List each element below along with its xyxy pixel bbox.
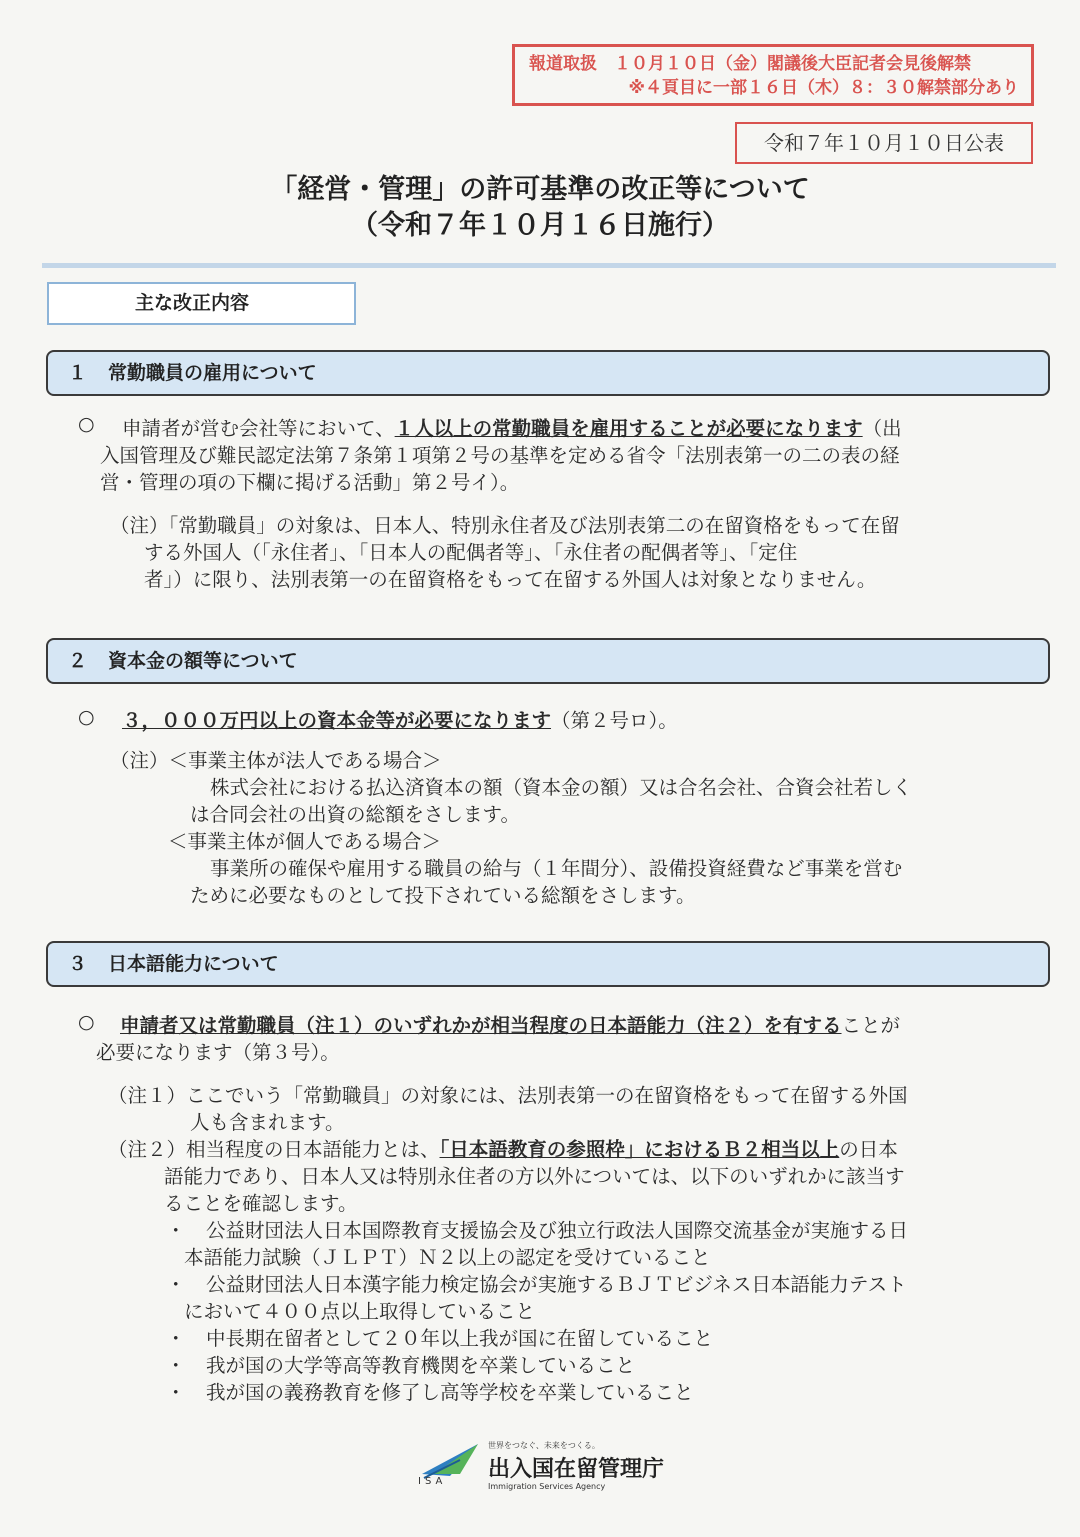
- item-1-line-1: 公益財団法人日本国際教育支援協会及び独立行政法人国際交流基金が実施する日: [206, 1219, 909, 1242]
- bullet-mark: ○: [78, 706, 95, 728]
- s3-note2-line-2: 語能力であり、日本人又は特別永住者の方以外については、以下のいずれかに該当す: [164, 1165, 905, 1188]
- title-divider: [42, 263, 1056, 268]
- s1-bullet-emph: １人以上の常勤職員を雇用することが必要になります: [394, 417, 863, 440]
- section-2-title: 資本金の額等について: [108, 650, 298, 672]
- list-bullet: ・: [166, 1327, 186, 1350]
- s1-bullet-tail: （出: [862, 417, 902, 440]
- section-3-note-2: [108, 1136, 1038, 1217]
- list-bullet: ・: [166, 1219, 186, 1242]
- s2-corp-heading: ＜事業主体が法人である場合＞: [168, 749, 442, 772]
- section-1-header: [46, 350, 1050, 396]
- s3-bullet-line-2: 必要になります（第３号）。: [96, 1041, 340, 1064]
- logo-name: 出入国在留管理庁: [488, 1457, 665, 1482]
- document-title: [0, 172, 1080, 244]
- s3-bullet-emph: 申請者又は常勤職員（注１）のいずれかが相当程度の日本語能力（注２）を有する: [120, 1014, 842, 1037]
- bullet-mark: ○: [78, 1011, 95, 1033]
- section-3-title: 日本語能力について: [108, 953, 279, 975]
- s3-note2-tail: の日本: [839, 1138, 898, 1161]
- s2-corp-line-2: は合同会社の出資の総額をさします。: [190, 803, 520, 826]
- s3-note1-line-2: 人も含まれます。: [190, 1111, 345, 1134]
- item-1-line-2: 本語能力試験（ＪＬＰＴ）Ｎ２以上の認定を受けていること: [184, 1246, 711, 1269]
- list-bullet: ・: [166, 1381, 186, 1404]
- s3-note2-line-3: ることを確認します。: [164, 1192, 358, 1215]
- s1-note-line-1: （注）「常勤職員」の対象は、日本人、特別永住者及び法別表第二の在留資格をもって在留: [110, 514, 900, 537]
- list-item: [166, 1217, 1036, 1271]
- embargo-line-2: ※４頁目に一部１６日（木）８：３０解禁部分あり: [628, 78, 1019, 98]
- section-3-header: [46, 941, 1050, 987]
- list-bullet: ・: [166, 1354, 186, 1377]
- s2-bullet-emph: ３，０００万円以上の資本金等が必要になります: [122, 709, 552, 732]
- list-bullet: ・: [166, 1273, 186, 1296]
- section-1-bullet: [100, 415, 1035, 496]
- list-item: [166, 1325, 1036, 1352]
- s3-note1-line-1: （注１）ここでいう「常勤職員」の対象には、法別表第一の在留資格をもって在留する外国: [108, 1084, 908, 1107]
- section-2-header: [46, 638, 1050, 684]
- section-1-title: 常勤職員の雇用について: [108, 362, 317, 384]
- logo-english: Immigration Services Agency: [488, 1482, 606, 1491]
- s2-ind-heading: ＜事業主体が個人である場合＞: [168, 830, 442, 853]
- jlpt-criteria-list: [166, 1217, 1036, 1406]
- s2-ind-line-2: ために必要なものとして投下されている総額をさします。: [190, 884, 696, 907]
- section-1-note: [110, 512, 1035, 593]
- bullet-mark: ○: [78, 413, 95, 435]
- isa-emblem-icon: [420, 1440, 482, 1480]
- s3-note2-emph: 「日本語教育の参照枠」におけるＢ２相当以上: [439, 1138, 840, 1161]
- section-3-number: ３: [68, 953, 88, 975]
- embargo-line-1: 報道取扱 １０月１０日（金）閣議後大臣記者会見後解禁: [529, 54, 971, 74]
- logo-abbr: ISA: [418, 1476, 447, 1487]
- section-3-bullet: [96, 1012, 1036, 1066]
- item-2-line-1: 公益財団法人日本漢字能力検定協会が実施するＢＪＴビジネス日本語能力テスト: [206, 1273, 907, 1296]
- item-3-line-1: 中長期在留者として２０年以上我が国に在留していること: [206, 1327, 714, 1350]
- s1-bullet-pre: 申請者が営む会社等において、: [122, 417, 395, 440]
- agency-logo: [418, 1440, 688, 1500]
- s3-bullet-tail: ことが: [841, 1014, 901, 1037]
- list-item: [166, 1379, 1036, 1406]
- item-4-line-1: 我が国の大学等高等教育機関を卒業していること: [206, 1354, 636, 1377]
- s1-bullet-line-3: 営・管理の項の下欄に掲げる活動」第２号イ）。: [100, 471, 520, 494]
- title-line-1: 「経営・管理」の許可基準の改正等について: [270, 174, 810, 205]
- publish-date: 令和７年１０月１０日公表: [735, 122, 1033, 164]
- section-2-bullet: [122, 707, 678, 734]
- section-2-note: [110, 747, 1035, 909]
- list-item: [166, 1271, 1036, 1325]
- section-2-number: ２: [68, 650, 88, 672]
- s1-note-line-3: 者」）に限り、法別表第一の在留資格をもって在留する外国人は対象となりません。: [144, 568, 877, 591]
- s2-bullet-tail: （第２号ロ）。: [551, 709, 678, 732]
- list-item: [166, 1352, 1036, 1379]
- s3-note2-pre: （注２）相当程度の日本語能力とは、: [108, 1138, 440, 1161]
- s2-note-label: （注）: [110, 749, 169, 772]
- item-2-line-2: において４００点以上取得していること: [184, 1300, 536, 1323]
- s2-corp-line-1: 株式会社における払込済資本の額（資本金の額）又は合名会社、合資会社若しく: [210, 776, 913, 799]
- section-3-note-1: [108, 1082, 1038, 1136]
- title-line-2: （令和７年１０月１６日施行）: [351, 210, 729, 241]
- overview-label: 主な改正内容: [47, 282, 356, 325]
- s1-note-line-2: する外国人（「永住者」、「日本人の配偶者等」、「永住者の配偶者等」、「定住: [144, 541, 798, 564]
- logo-tagline: 世界をつなぐ、未来をつくる。: [488, 1441, 600, 1450]
- item-5-line-1: 我が国の義務教育を修了し高等学校を卒業していること: [206, 1381, 694, 1404]
- embargo-notice: [512, 44, 1034, 106]
- s1-bullet-line-2: 入国管理及び難民認定法第７条第１項第２号の基準を定める省令「法別表第一の二の表の経: [100, 444, 900, 467]
- s2-ind-line-1: 事業所の確保や雇用する職員の給与（１年間分）、設備投資経費など事業を営む: [210, 857, 903, 880]
- section-1-number: １: [68, 362, 88, 384]
